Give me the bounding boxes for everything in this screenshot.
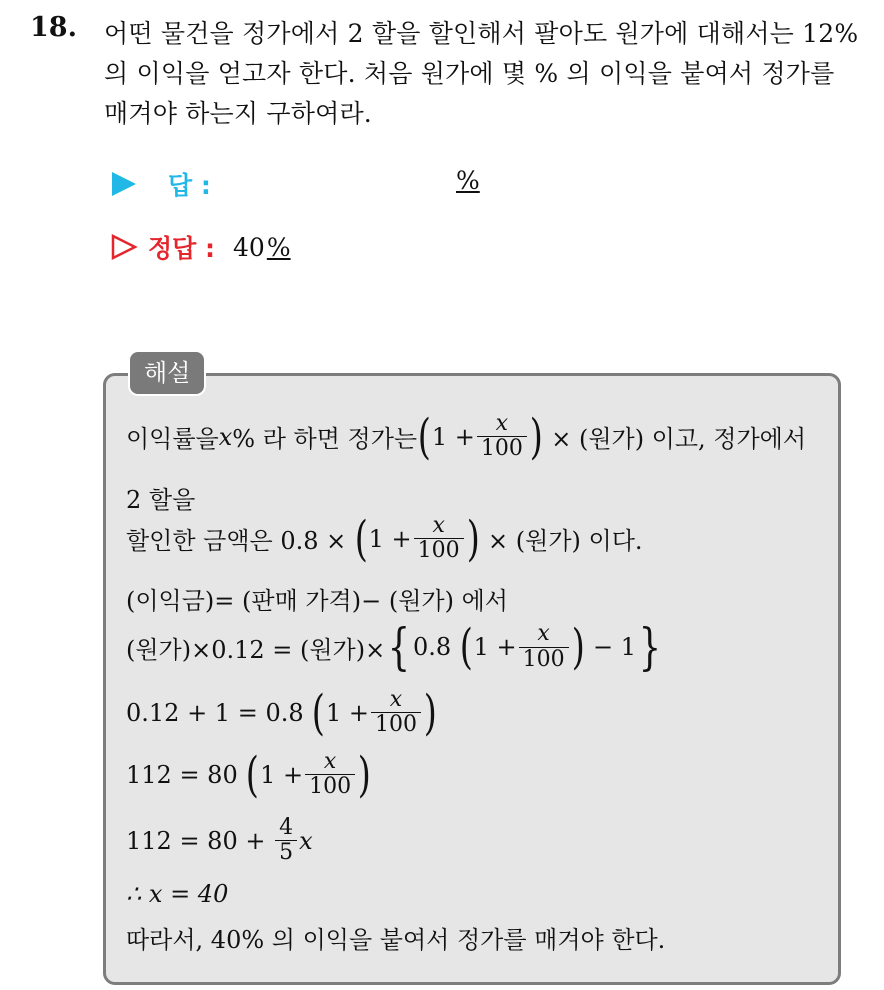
solution-line-8: 112 = 80 + $\frac{4}{5}$ x (126, 815, 313, 866)
correct-answer-unit: % (266, 232, 291, 262)
outline-triangle-icon (110, 233, 138, 261)
solution-line-5: (원가)×0.12 = (원가)× { 0.8 ( 1 + $\frac{x}{100}$ ) − 1 } (126, 618, 662, 676)
solution-line-9: ∴ x = 40 (126, 880, 229, 908)
solution-line-4: (이익금)= (판매 가격)− (원가) 에서 (126, 587, 508, 615)
question-text-line-3: 매겨야 하는지 구하여라. (104, 99, 372, 128)
solution-line-7: 112 = 80 ( 1 + $\frac{x}{100}$ ) (126, 746, 372, 803)
play-triangle-icon (110, 170, 138, 198)
correct-answer-label: 정답 : (148, 234, 216, 263)
solution-tag: 해설 (128, 350, 206, 396)
fraction-x-over-100: $\frac{x}{100}$ (477, 412, 527, 461)
question-number: 18. (30, 12, 77, 43)
answer-row (110, 166, 211, 202)
correct-answer-value: 40 (233, 232, 265, 262)
solution-line-3: 할인한 금액은 0.8 × ( 1 + $\frac{x}{100}$ ) × (원가) 이다. (126, 510, 643, 567)
solution-line-6: 0.12 + 1 = 0.8 ( 1 + $\frac{x}{100}$ ) (126, 684, 437, 741)
question-text-line-2: 의 이익을 얻고자 한다. 처음 원가에 몇 % 의 이익을 붙여서 정가를 (104, 59, 835, 88)
solution-line-10: 따라서, 40% 의 이익을 붙여서 정가를 매겨야 한다. (126, 926, 666, 954)
question-text-line-1: 어떤 물건을 정가에서 2 할을 할인해서 팔아도 원가에 대해서는 12% (104, 19, 859, 48)
answer-label: 답 : (168, 171, 211, 200)
solution-line-2: 2 할을 (126, 486, 196, 514)
solution-line-1: 이익률을 x % 라 하면 정가는 ( 1 + $\frac{x}{100}$ ) × (원가) 이고, 정가에서 (126, 408, 807, 465)
correct-answer-row (110, 229, 291, 265)
answer-blank[interactable]: % (456, 166, 480, 195)
